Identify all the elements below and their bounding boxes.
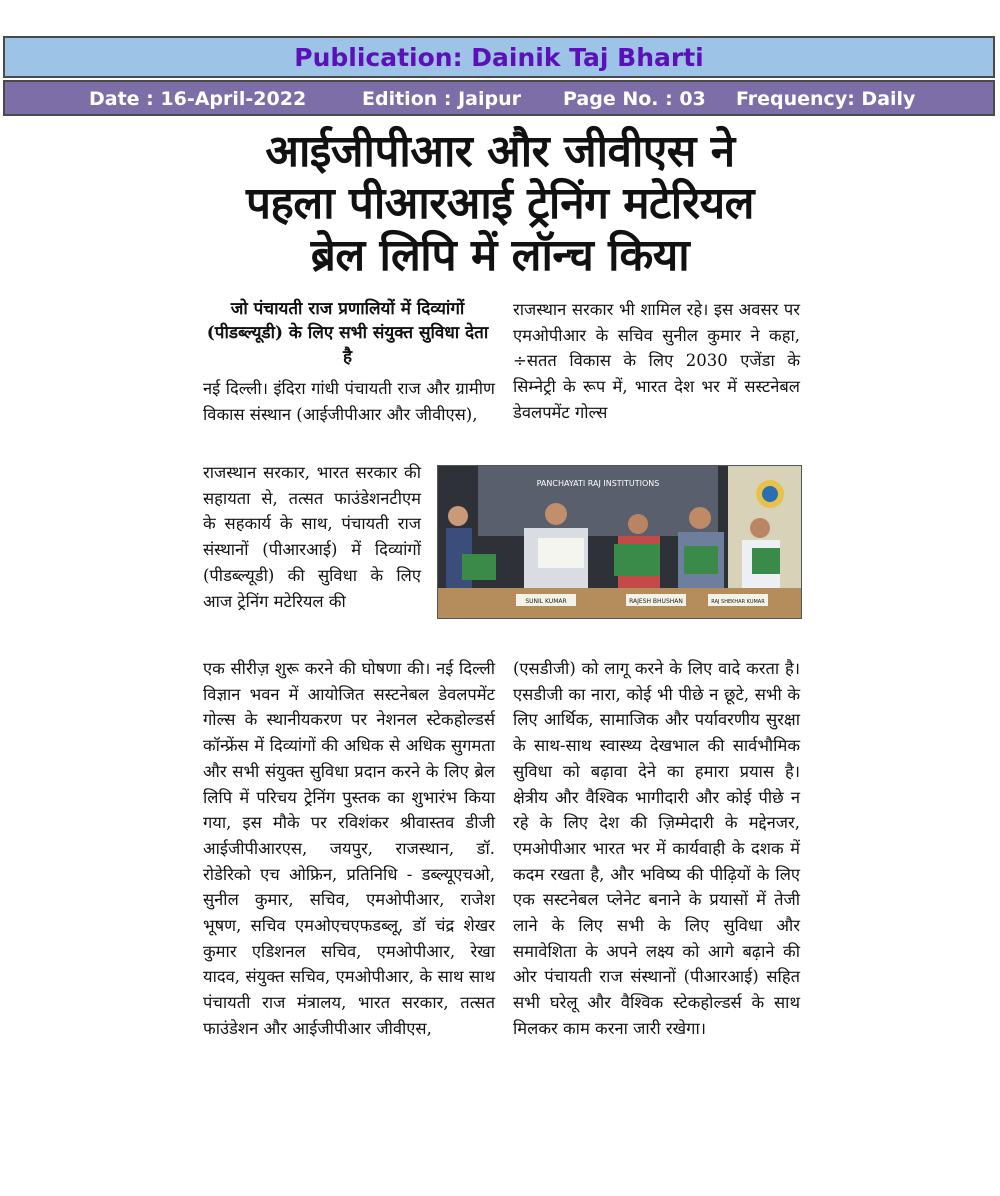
nameplate-3: RAJ SHEKHAR KUMAR <box>711 599 765 605</box>
screen-text: PANCHAYATI RAJ INSTITUTIONS <box>536 479 660 488</box>
article-column-1-continued: एक सीरीज़ शुरू करने की घोषणा की। नई दिल्ली विज्ञान भवन में आयोजित सस्टनेबल डेवलपमेंट गोल्स के स्थानीयकरण पर नेशनल स्टेकहोल्डर्स कॉन्फ्रेंस में दिव्यांगों की अधिक से अधिक सुगमता और सभी संयुक्त सुविधा प्रदान करने के लिए ब्रेल लिपि में परिचय ट्रेनिंग पुस्तक का शुभारंभ किया गया, इस मौके पर रविशंकर श्रीवास्तव डीजी आईजीपीआरएस, जयपुर, राजस्थान, डॉ. रोडेरिको एच ओफ्रिन, प्रतिनिधि - डब्ल्यूएचओ, सुनील कुमार, सचिव, एमओपीआर, राजेश भूषण, सचिव एमओएचएफडब्लू, डॉ चंद्र शेखर कुमार एडिशनल सचिव, एमओपीआर, रेखा यादव, संयुक्त सचिव, एमओपीआर, के साथ साथ पंचायती राज मंत्रालय, भारत सरकार, तत्सत फाउंडेशन और आईजीपीआर जीवीएस, <box>203 659 495 1038</box>
edition-label: Edition : Jaipur <box>362 88 521 110</box>
page-number-label: Page No. : 03 <box>563 88 706 110</box>
publication-banner <box>3 36 995 78</box>
headline <box>0 126 1000 282</box>
article-column-2-top: राजस्थान सरकार भी शामिल रहे। इस अवसर पर एमओपीआर के सचिव सुनील कुमार ने कहा, ÷सतत विकास के लिए 2030 एजेंडा के सिम्नेट्री के रूप में, भारत देश भर में सस्टनेबल डेवलपमेंट गोल्स <box>513 300 800 422</box>
event-photo <box>437 465 802 619</box>
article-paragraph-1-wrap: राजस्थान सरकार, भारत सरकार की सहायता से, तत्सत फाउंडेशनटीएम के सहकार्य के साथ, पंचायती राज संस्थानों (पीआरआई) में दिव्यांगों (पीडब्ल्यूडी) की सुविधा के लिए आज ट्रेनिंग मटेरियल की <box>203 463 421 611</box>
headline-line-2: पहला पीआरआई ट्रेनिंग मटेरियल <box>246 178 754 229</box>
article-paragraph-1: नई दिल्ली। इंदिरा गांधी पंचायती राज और ग्रामीण विकास संस्थान (आईजीपीआर और जीवीएस), <box>203 379 495 424</box>
nameplate-2: RAJESH BHUSHAN <box>629 598 683 605</box>
publication-name: Publication: Dainik Taj Bharti <box>294 42 704 72</box>
frequency-label: Frequency: Daily <box>736 88 916 110</box>
headline-line-1: आईजीपीआर और जीवीएस ने <box>265 126 735 177</box>
meta-banner <box>3 80 995 116</box>
date-label: Date : 16-April-2022 <box>89 88 307 110</box>
event-photo-illustration <box>438 466 801 618</box>
headline-line-3: ब्रेल लिपि में लॉन्च किया <box>310 230 690 281</box>
nameplate-1: SUNIL KUMAR <box>525 598 567 605</box>
article-column-2-bottom: (एसडीजी) को लागू करने के लिए वादे करता है। एसडीजी का नारा, कोई भी पीछे न छूटे, सभी के लिए आर्थिक, सामाजिक और पर्यावरणीय सुरक्षा के साथ-साथ स्वास्थ्य देखभाल की सार्वभौमिक सुविधा को बढ़ावा देने का हमारा प्रयास है। क्षेत्रीय और वैश्विक भागीदारी और कोई पीछे न रहे के लिए देश की ज़िम्मेदारी के मद्देनजर, एमओपीआर भारत भर में कार्यवाही के दशक में कदम रखता है, और भविष्य की पीढ़ियों के लिए एक सस्टनेबल प्लेनेट बनाने के प्रयासों में तेजी लाने के लिए सभी के लिए सुविधा और समावेशिता के अपने लक्ष्य को आगे बढ़ाने की ओर पंचायती राज संस्थानों (पीआरआई) सहित सभी घरेलू और वैश्विक स्टेकहोल्डर्स के साथ मिलकर काम करना जारी रखेगा। <box>513 659 800 1038</box>
subheadline: जो पंचायती राज प्रणालियों में दिव्यांगों (पीडब्ल्यूडी) के लिए सभी संयुक्त सुविधा देता है <box>206 299 489 367</box>
